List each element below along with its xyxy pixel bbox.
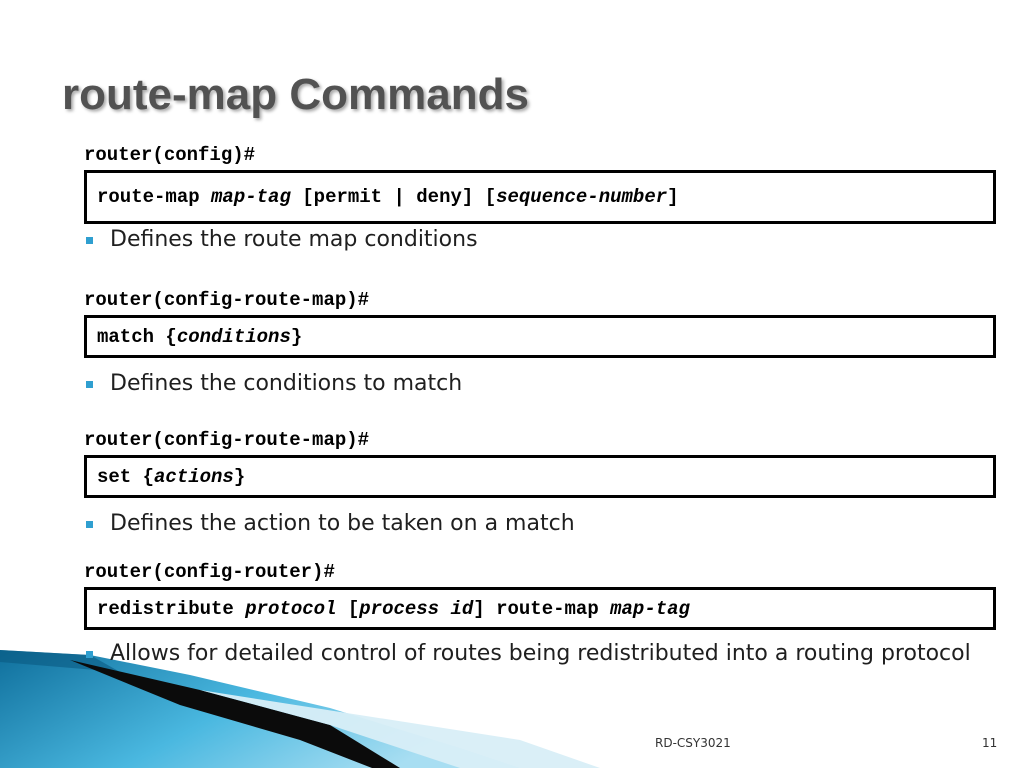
- command-keyword: ] route-map: [473, 597, 611, 620]
- command-keyword: redistribute: [97, 597, 246, 620]
- command-keyword: [permit | deny] [: [290, 186, 497, 208]
- cli-prompt: router(config-route-map)#: [84, 429, 370, 451]
- command-placeholder: map-tag: [211, 186, 291, 208]
- command-text: [97, 326, 302, 348]
- bullet-text: Defines the action to be taken on a match: [110, 511, 575, 536]
- command-keyword: }: [290, 325, 303, 348]
- bullet-square-icon: [86, 237, 93, 244]
- command-placeholder: map-tag: [610, 597, 690, 620]
- command-placeholder: actions: [154, 465, 234, 488]
- bullet-text: Allows for detailed control of routes being redistributed into a routing protocol: [110, 641, 971, 666]
- command-placeholder: process id: [359, 597, 474, 620]
- command-text: [97, 466, 245, 488]
- cli-prompt: router(config)#: [84, 144, 256, 166]
- command-placeholder: protocol: [245, 597, 337, 620]
- command-keyword: match {: [97, 325, 177, 348]
- command-text: [97, 186, 679, 208]
- command-keyword: set {: [97, 465, 155, 488]
- command-box: [84, 587, 996, 630]
- command-text: [97, 598, 690, 620]
- command-keyword: ]: [667, 186, 679, 208]
- page-title: route-map Commands: [62, 70, 529, 119]
- bullet-item: [86, 227, 986, 253]
- command-keyword: route-map: [97, 186, 212, 208]
- bullet-item: [86, 371, 986, 397]
- command-placeholder: sequence-number: [496, 186, 668, 208]
- footer-page-number: 11: [982, 736, 998, 750]
- bullet-item: [86, 511, 986, 537]
- command-box: [84, 455, 996, 498]
- bullet-square-icon: [86, 521, 93, 528]
- command-placeholder: conditions: [176, 325, 291, 348]
- bullet-text: Defines the route map conditions: [110, 227, 478, 252]
- command-box: [84, 170, 996, 224]
- footer-course: RD-CSY3021: [655, 736, 731, 750]
- cli-prompt: router(config-route-map)#: [84, 289, 370, 311]
- bullet-item: [86, 641, 986, 667]
- bullet-square-icon: [86, 381, 93, 388]
- command-keyword: [: [336, 597, 360, 620]
- command-box: [84, 315, 996, 358]
- command-keyword: }: [233, 465, 246, 488]
- cli-prompt: router(config-router)#: [84, 561, 335, 583]
- bullet-square-icon: [86, 651, 93, 658]
- bullet-text: Defines the conditions to match: [110, 371, 463, 396]
